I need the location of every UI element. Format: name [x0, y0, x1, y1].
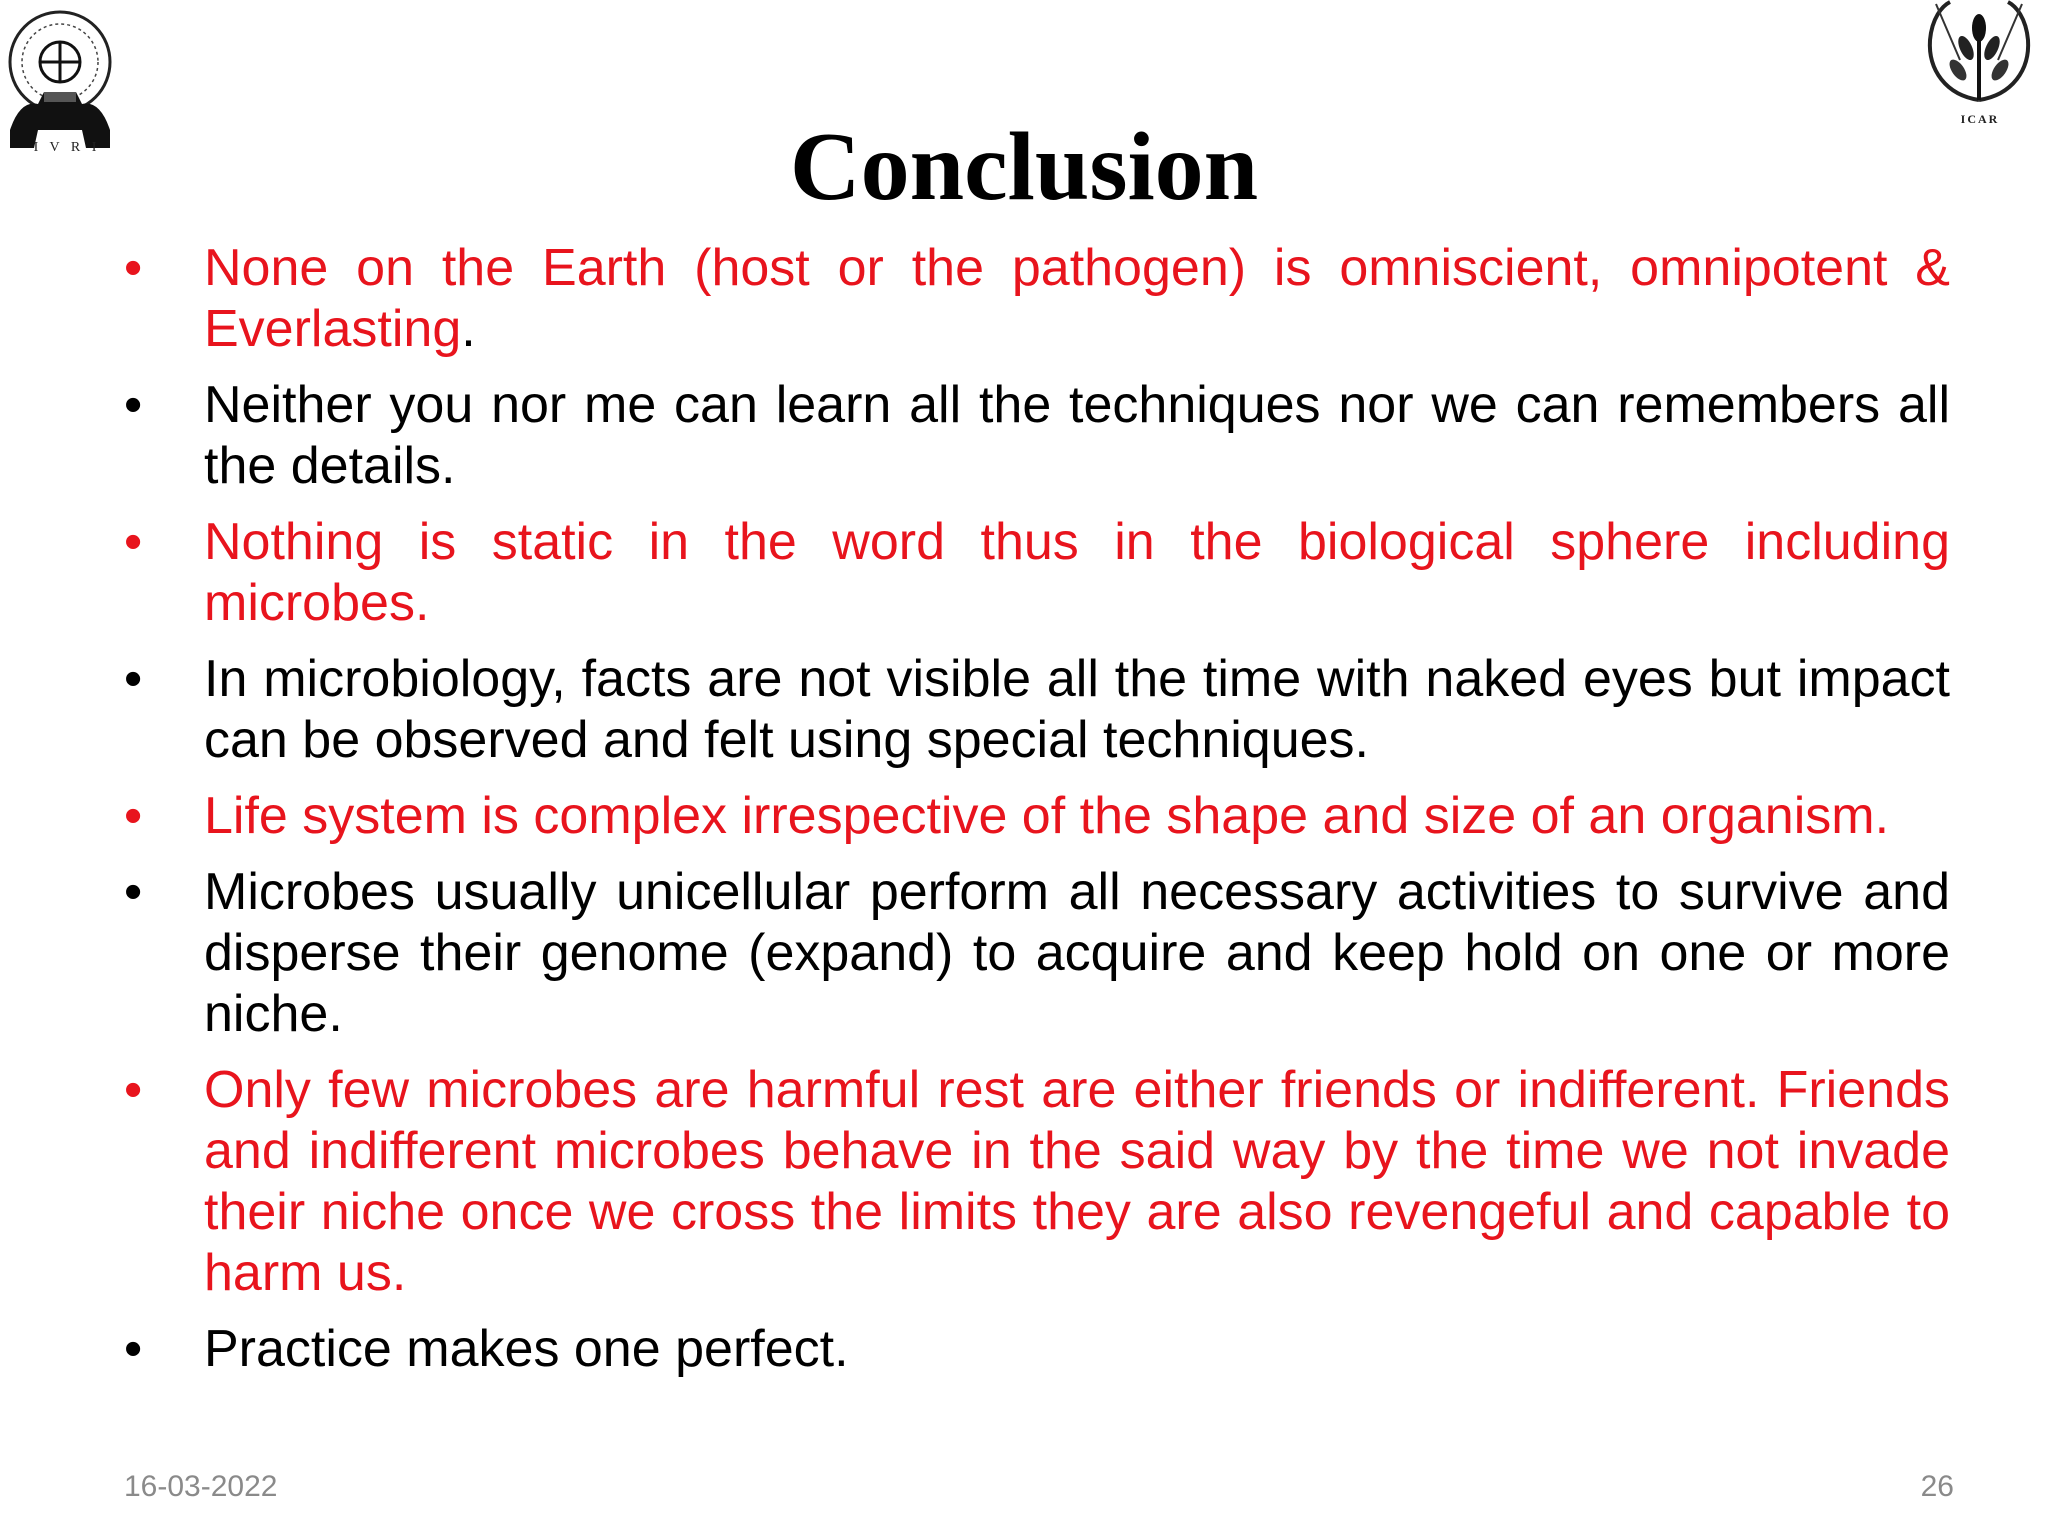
bullet-item [118, 238, 1950, 360]
bullet-text: Only few microbes are harmful rest are either friends or indifferent. Friends and indifferent microbes behave in the said way by the time we not invade their niche once we cross the limits they are also revengeful and capable to harm us. [204, 1061, 1950, 1302]
slide-title: Conclusion [789, 113, 1259, 221]
bullet-dot-icon: • [124, 650, 143, 708]
footer-date: 16-03-2022 [124, 1470, 278, 1503]
bullet-text: Nothing is static in the word thus in the biological sphere including microbes. [204, 513, 1950, 632]
bullet-text-tail: . [461, 300, 476, 358]
bullet-dot-icon: • [124, 513, 143, 571]
bullet-text: Neither you nor me can learn all the techniques nor we can remembers all the details. [204, 376, 1950, 495]
bullet-dot-icon: • [124, 239, 143, 297]
bullet-item [118, 786, 1950, 847]
bullet-dot-icon: • [124, 376, 143, 434]
bullet-item [118, 1060, 1950, 1304]
bullet-item [118, 512, 1950, 634]
conclusion-bullet-list [118, 238, 1950, 1395]
ivri-logo-text: I V R I [33, 140, 101, 155]
bullet-text: In microbiology, facts are not visible all the time with naked eyes but impact can be observed and felt using special techniques. [204, 650, 1950, 769]
bullet-text: Life system is complex irrespective of the shape and size of an organism. [204, 787, 1890, 845]
bullet-item [118, 1319, 1950, 1380]
bullet-text: Microbes usually unicellular perform all necessary activities to survive and disperse their genome (expand) to acquire and keep hold on one or more niche. [204, 863, 1950, 1043]
bullet-text: None on the Earth (host or the pathogen) is omniscient, omnipotent & Everlasting [204, 239, 1950, 358]
bullet-dot-icon: • [124, 1320, 143, 1378]
bullet-dot-icon: • [124, 787, 143, 845]
bullet-item [118, 862, 1950, 1045]
bullet-dot-icon: • [124, 863, 143, 921]
icar-logo-text: ICAR [1960, 112, 2000, 126]
bullet-text: Practice makes one perfect. [204, 1320, 849, 1378]
bullet-dot-icon: • [124, 1061, 143, 1119]
bullet-item [118, 375, 1950, 497]
footer-page-number: 26 [1920, 1470, 1954, 1503]
bullet-item [118, 649, 1950, 771]
